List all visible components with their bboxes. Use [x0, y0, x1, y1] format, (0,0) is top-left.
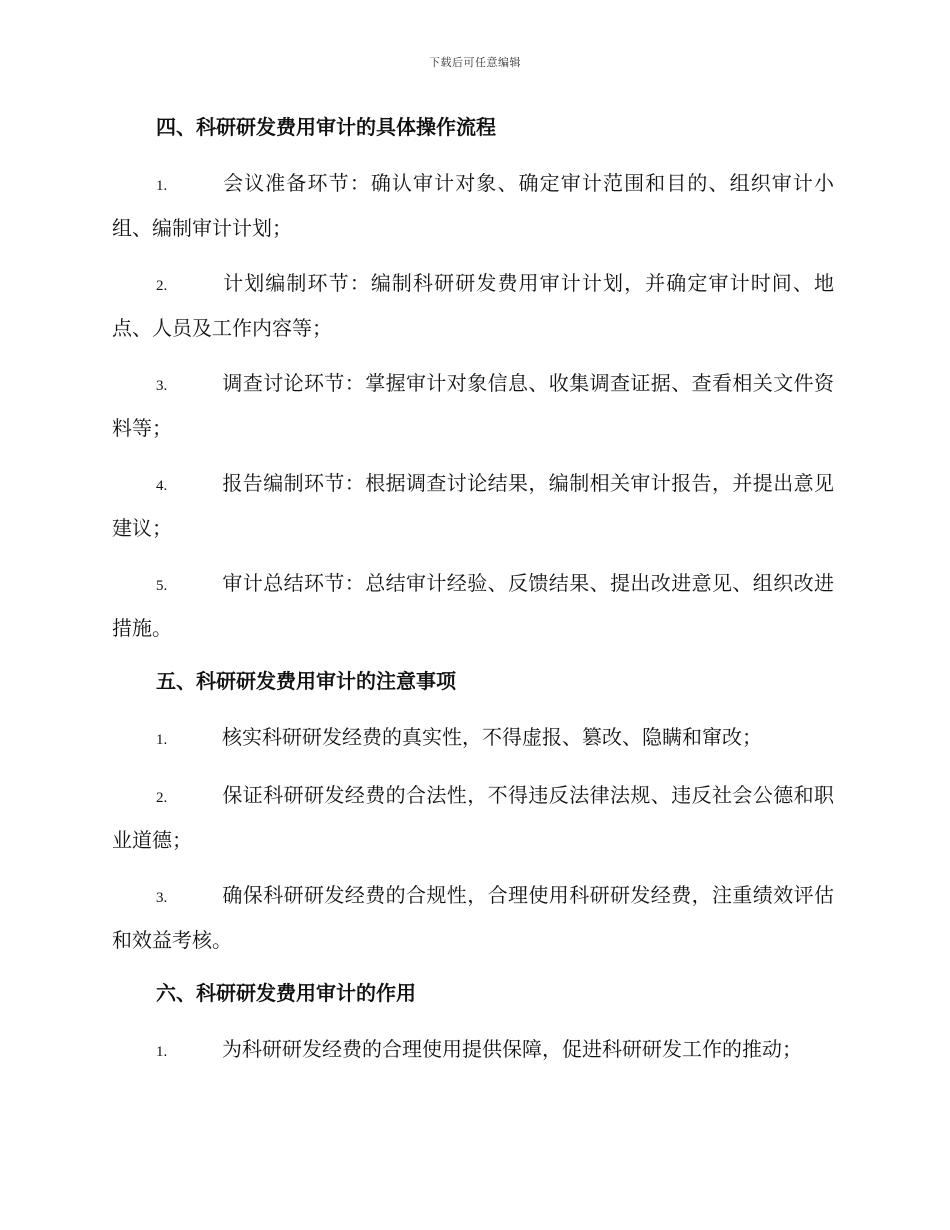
- item-number: 3.: [156, 378, 168, 394]
- list-item: [112, 774, 834, 861]
- item-number: 1.: [156, 1044, 168, 1060]
- list-item: [112, 462, 834, 549]
- section-heading: 五、科研研发费用审计的注意事项: [156, 669, 456, 693]
- item-text: 确保科研研发经费的合规性，合理使用科研研发经费，注重绩效评估和效益考核。: [112, 883, 834, 952]
- page-header: 下载后可任意编辑: [429, 56, 521, 69]
- item-text: 保证科研研发经费的合法性，不得违反法律法规、违反社会公德和职业道德；: [112, 783, 834, 852]
- list-item: [112, 162, 834, 249]
- document-body: [112, 108, 834, 1086]
- section-four: [112, 108, 834, 649]
- list-item: [112, 362, 834, 449]
- list-item: [112, 874, 834, 961]
- item-text: 会议准备环节：确认审计对象、确定审计范围和目的、组织审计小组、编制审计计划；: [112, 171, 834, 240]
- list-item: [112, 562, 834, 649]
- item-text: 为科研研发经费的合理使用提供保障，促进科研研发工作的推动；: [222, 1037, 802, 1061]
- list-item: [112, 716, 834, 761]
- section-six: [112, 974, 834, 1073]
- item-text: 计划编制环节：编制科研研发费用审计计划，并确定审计时间、地点、人员及工作内容等；: [112, 271, 834, 340]
- item-number: 2.: [156, 278, 168, 294]
- item-number: 2.: [156, 790, 168, 806]
- section-heading: 六、科研研发费用审计的作用: [156, 981, 416, 1005]
- item-text: 报告编制环节：根据调查讨论结果，编制相关审计报告，并提出意见建议；: [112, 471, 834, 540]
- item-text: 核实科研研发经费的真实性，不得虚报、篡改、隐瞒和窜改；: [222, 725, 762, 749]
- item-number: 1.: [156, 178, 168, 194]
- item-number: 3.: [156, 890, 168, 906]
- item-number: 1.: [156, 732, 168, 748]
- list-item: [112, 262, 834, 349]
- item-number: 4.: [156, 478, 168, 494]
- section-heading: 四、科研研发费用审计的具体操作流程: [156, 115, 496, 139]
- section-five: [112, 662, 834, 961]
- item-text: 审计总结环节：总结审计经验、反馈结果、提出改进意见、组织改进措施。: [112, 571, 834, 640]
- item-text: 调查讨论环节：掌握审计对象信息、收集调查证据、查看相关文件资料等；: [112, 371, 834, 440]
- list-item: [112, 1028, 834, 1073]
- item-number: 5.: [156, 578, 168, 594]
